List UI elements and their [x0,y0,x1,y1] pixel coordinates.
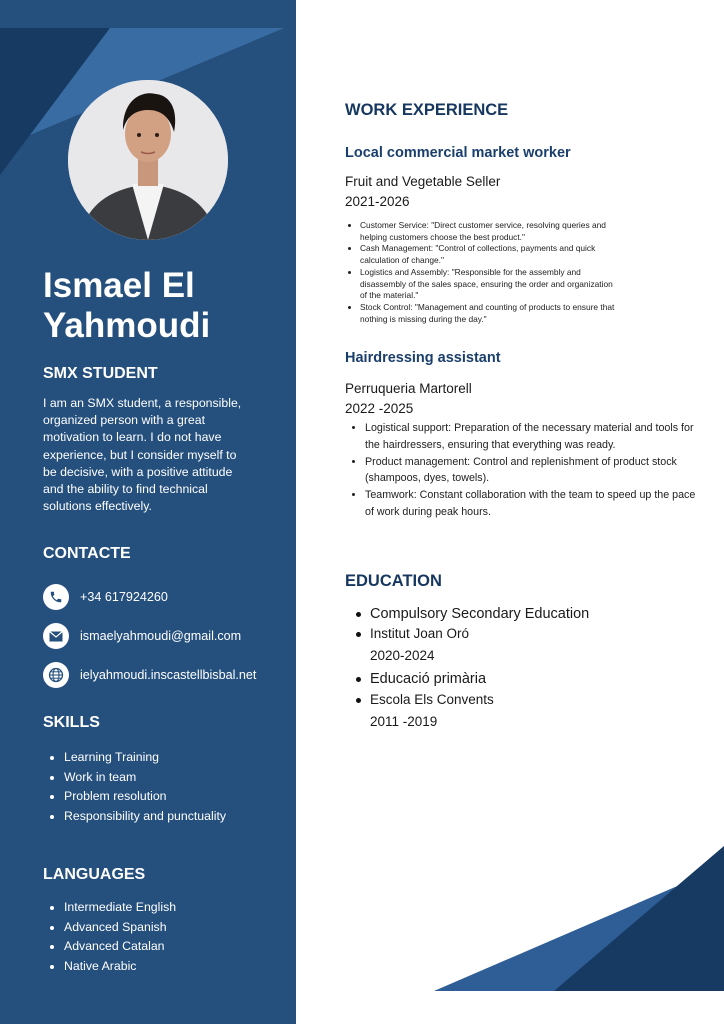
job-duty: • Logistical support: Preparation of the necessary material and tools for the hairdressers, ensuring that everything was ready. [365,420,700,454]
degree-text: Educació primària [370,671,487,687]
bullet-dot [356,677,361,682]
phone-icon [43,584,69,610]
school-text: Institut Joan Oró [370,626,470,641]
job-title: Hairdressing assistant [345,350,501,366]
job-dates: 2021-2026 [345,194,410,209]
profile-photo [68,80,228,240]
sidebar [0,0,296,1024]
language-item: • Native Arabic [64,957,176,977]
language-item: • Intermediate English [64,898,176,918]
language-item: • Advanced Catalan [64,937,176,957]
job-duty: • Customer Service: "Direct customer service, resolving queries and helping customers choose the best product." [360,220,620,243]
contact-email [43,623,241,649]
skills-heading: SKILLS [43,714,100,731]
website-url[interactable]: ielyahmoudi.inscastellbisbal.net [80,668,257,682]
skill-item: • Problem resolution [64,787,226,807]
skill-item: • Work in team [64,768,226,788]
languages-list [43,898,176,976]
job-duty: • Stock Control: "Management and counting of products to ensure that nothing is missing during the day." [360,302,620,325]
education-heading: EDUCATION [345,572,442,590]
job-duty: • Cash Management: "Control of collections, payments and quick calculation of change." [360,243,620,266]
skill-item: • Learning Training [64,748,226,768]
bio-text: I am an SMX student, a responsible, organized person with a great motivation to learn. I do not have experience, but I consider myself to be decisive, with a positive attitude and the ability to find technical solutions effectively. [43,396,242,514]
degree-text: Compulsory Secondary Education [370,606,590,622]
role-heading: SMX STUDENT [43,365,158,382]
education-list [353,604,589,734]
contact-heading: CONTACTE [43,545,131,562]
job-company: Perruqueria Martorell [345,381,472,396]
education-dates [353,710,589,734]
dates-text: 2020-2024 [370,648,435,663]
first-name: Ismael El [43,266,195,305]
corner-decoration [434,846,724,996]
job-duties-list [345,220,620,325]
contact-website [43,662,256,688]
phone-number[interactable]: +34 617924260 [80,590,168,604]
job-duties-list [345,420,700,521]
job-duty: • Product management: Control and replenishment of product stock (shampoos, dyes, towels). [365,454,700,488]
education-dates [353,644,589,668]
education-degree [353,668,589,690]
contact-phone [43,584,168,610]
languages-heading: LANGUAGES [43,866,146,883]
last-name: Yahmoudi [43,306,211,345]
education-school [353,690,589,710]
job-company: Fruit and Vegetable Seller [345,174,501,189]
education-degree [353,604,589,624]
globe-icon [43,662,69,688]
language-item: • Advanced Spanish [64,918,176,938]
job-duty: • Logistics and Assembly: "Responsible for the assembly and disassembly of the sales space, ensuring the order and organization of the material." [360,267,620,302]
education-school [353,624,589,644]
mail-icon [43,623,69,649]
job-duty: • Teamwork: Constant collaboration with the team to speed up the pace of work during peak hours. [365,487,700,521]
dates-text: 2011 -2019 [370,714,438,729]
skill-item: • Responsibility and punctuality [64,807,226,827]
job-dates: 2022 -2025 [345,401,414,416]
bullet-dot [356,698,361,703]
dark-corner-triangle [554,846,724,991]
bullet-dot [356,632,361,637]
job-title: Local commercial market worker [345,145,571,161]
candidate-name [43,266,283,346]
bullet-dot [356,612,361,617]
email-address[interactable]: ismaelyahmoudi@gmail.com [80,629,242,643]
skills-list [43,748,226,826]
school-text: Escola Els Convents [370,692,494,707]
work-experience-heading: WORK EXPERIENCE [345,101,509,119]
